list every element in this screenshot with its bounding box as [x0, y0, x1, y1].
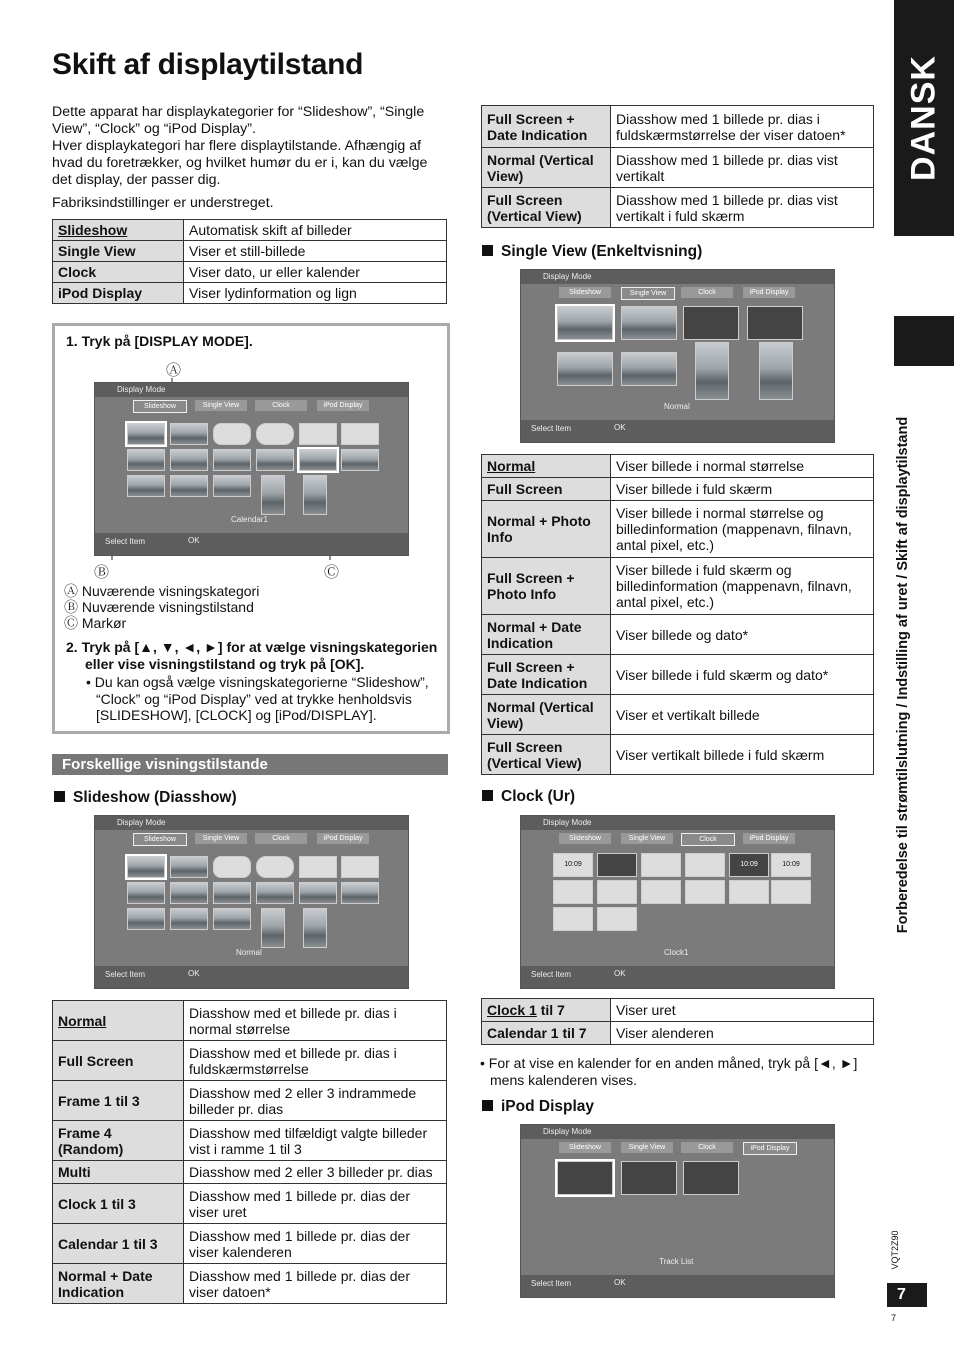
thumbnail[interactable]: [695, 342, 729, 400]
table-key: Multi: [53, 1161, 184, 1184]
clock-thumbnail[interactable]: [685, 853, 725, 877]
table-row: [53, 1121, 447, 1161]
thumbnail[interactable]: [299, 856, 337, 878]
tab-ipod-display[interactable]: iPod Display: [743, 833, 795, 844]
thumbnail[interactable]: [170, 423, 208, 445]
tab-clock[interactable]: Clock: [681, 833, 735, 846]
thumbnail[interactable]: [213, 908, 251, 930]
display-mode-screen-clock: [520, 815, 835, 989]
tab-slideshow[interactable]: Slideshow: [133, 400, 187, 413]
tab-slideshow[interactable]: Slideshow: [133, 833, 187, 846]
table-value: Viser billede i fuld skærm: [611, 478, 874, 501]
ok-label: OK: [614, 423, 626, 432]
table-value: Viser billede i normal størrelse: [611, 455, 874, 478]
tab-single-view[interactable]: Single View: [621, 1142, 673, 1153]
slideshow-table: [52, 1000, 447, 1304]
display-mode-screen-single: [520, 269, 835, 443]
tab-clock[interactable]: Clock: [681, 287, 733, 298]
calendar-thumbnail[interactable]: [553, 907, 593, 931]
legend-b: Ⓑ Nuværende visningstilstand: [64, 599, 254, 615]
table-key: Full Screen: [53, 1041, 184, 1081]
tab-clock[interactable]: Clock: [255, 400, 307, 411]
thumbnail[interactable]: [170, 449, 208, 471]
ipod-thumbnail[interactable]: [683, 1161, 739, 1195]
clock-thumbnail[interactable]: 10:09: [553, 853, 593, 877]
clock-thumbnail[interactable]: [597, 853, 637, 877]
thumbnail[interactable]: [256, 882, 294, 904]
thumbnail[interactable]: [557, 352, 613, 386]
thumbnail[interactable]: [256, 423, 294, 445]
callout-a: Ⓐ: [166, 362, 182, 379]
table-row: [53, 220, 447, 241]
thumbnail[interactable]: [299, 882, 337, 904]
callout-b: Ⓑ: [94, 564, 110, 581]
select-item-label: Select Item: [531, 424, 572, 433]
table-value: Diasshow med 1 billede pr. dias der viser datoen*: [184, 1264, 447, 1304]
clock-note: • For at vise en kalender for en anden måned, tryk på [◄, ►] mens kalenderen vises.: [480, 1055, 858, 1088]
thumbnail[interactable]: [621, 352, 677, 386]
thumbnail[interactable]: [127, 475, 165, 497]
thumbnail[interactable]: [621, 306, 677, 340]
table-key: Calendar 1 til 7: [482, 1022, 611, 1045]
table-key-rest: til 7: [536, 1002, 565, 1018]
table-value: Viser et vertikalt billede: [611, 695, 874, 735]
thumbnail[interactable]: [213, 856, 251, 878]
screen-mode-label: Clock1: [664, 948, 689, 957]
table-value: Diasshow med 2 eller 3 billeder pr. dias: [184, 1161, 447, 1184]
intro-paragraph-1: Dette apparat har displaykategorier for “Slideshow”, “Single View”, “Clock” og “iPod Display”.: [52, 104, 425, 137]
page-number: 7: [887, 1283, 927, 1307]
table-row: [482, 188, 874, 228]
display-mode-screen-ipod: [520, 1124, 835, 1298]
screen-mode-label: Normal: [664, 402, 690, 411]
thumbnail[interactable]: [213, 423, 251, 445]
tab-single-view[interactable]: Single View: [621, 287, 675, 300]
legend-a: Ⓐ Nuværende visningskategori: [64, 583, 260, 599]
table-value: Viser billede i normal størrelse og billedinformation (mappenavn, filnavn, antal pixel, etc.): [611, 501, 874, 558]
select-item-label: Select Item: [105, 537, 146, 546]
tab-ipod-display[interactable]: iPod Display: [743, 287, 795, 298]
category-table: [52, 219, 447, 304]
callout-c: Ⓒ: [324, 564, 340, 581]
clock-thumbnail[interactable]: 10:09: [771, 853, 811, 877]
ipod-thumbnail[interactable]: [557, 1161, 613, 1195]
side-block: [894, 316, 954, 366]
calendar-thumbnail[interactable]: [553, 880, 593, 904]
heading-single-view-text: Single View (Enkeltvisning): [501, 243, 703, 260]
table-row: [53, 1264, 447, 1304]
table-value: Diasshow med et billede pr. dias i fuldskærmstørrelse: [184, 1041, 447, 1081]
select-item-label: Select Item: [105, 970, 146, 979]
tab-slideshow[interactable]: Slideshow: [559, 1142, 611, 1153]
ok-label: OK: [188, 536, 200, 545]
tab-clock[interactable]: Clock: [255, 833, 307, 844]
thumbnail[interactable]: [341, 856, 379, 878]
intro-paragraph-2: Hver displaykategori har flere displaytilstande. Afhængig af hvad du foretrækker, og hvilket humør du er i, kan du vælge det display, der passer dig.: [52, 138, 428, 188]
table-key: Full Screen + Date Indication: [482, 655, 611, 695]
thumbnail[interactable]: [256, 449, 294, 471]
screen-footer: [95, 533, 408, 555]
table-row: [482, 148, 874, 188]
table-row: [53, 1041, 447, 1081]
screen-header: Display Mode: [95, 383, 408, 397]
thumbnail[interactable]: [303, 475, 327, 515]
table-value: Diasshow med 2 eller 3 indrammede billeder pr. dias: [184, 1081, 447, 1121]
heading-clock: [482, 788, 575, 806]
display-mode-screen-slideshow: [94, 815, 409, 989]
slideshow-table-continued: [481, 105, 874, 228]
thumbnail[interactable]: [127, 449, 165, 471]
table-row: [482, 106, 874, 148]
calendar-thumbnail[interactable]: [597, 880, 637, 904]
thumbnail[interactable]: [557, 306, 613, 340]
table-value: Diasshow med 1 billede pr. dias vist vertikalt i fuld skærm: [611, 188, 874, 228]
table-value: Viser dato, ur eller kalender: [184, 262, 447, 283]
table-key: Slideshow: [53, 220, 184, 241]
clock-thumbnail[interactable]: [641, 853, 681, 877]
table-key: Calendar 1 til 3: [53, 1224, 184, 1264]
table-key: Normal: [482, 455, 611, 478]
thumbnail[interactable]: [127, 908, 165, 930]
page-title: Skift af displaytilstand: [52, 48, 364, 81]
table-row: [482, 999, 874, 1022]
thumbnail[interactable]: [683, 306, 739, 340]
table-value: Diasshow med tilfældigt valgte billeder vist i ramme 1 til 3: [184, 1121, 447, 1161]
thumbnail[interactable]: [213, 882, 251, 904]
screen-header: Display Mode: [521, 270, 834, 284]
table-key: Normal + Date Indication: [53, 1264, 184, 1304]
page-number-small: 7: [891, 1313, 897, 1323]
section-heading: Forskellige visningstilstande: [52, 754, 448, 775]
screen-mode-label: Normal: [236, 948, 262, 957]
language-label: DANSK: [904, 55, 943, 181]
table-key: Normal + Photo Info: [482, 501, 611, 558]
screen-mode-label: Calendar1: [231, 515, 268, 524]
ipod-thumbnail[interactable]: [621, 1161, 677, 1195]
thumbnail[interactable]: [127, 423, 165, 445]
thumbnail[interactable]: [299, 423, 337, 445]
table-row: [482, 615, 874, 655]
table-row: [482, 455, 874, 478]
thumbnail[interactable]: [127, 856, 165, 878]
tab-clock[interactable]: Clock: [681, 1142, 733, 1153]
tab-single-view[interactable]: Single View: [195, 400, 247, 411]
table-row: [482, 735, 874, 775]
table-key-underlined: Clock 1: [487, 1002, 537, 1018]
thumbnail[interactable]: [170, 908, 208, 930]
table-key: [482, 999, 611, 1022]
square-bullet-icon: [482, 245, 493, 256]
table-value: Viser billede i fuld skærm og billedinformation (mappenavn, filnavn, antal pixel, etc.): [611, 558, 874, 615]
step-1: 1. Tryk på [DISPLAY MODE].: [66, 333, 253, 349]
table-key: Full Screen + Photo Info: [482, 558, 611, 615]
table-value: Viser et still-billede: [184, 241, 447, 262]
thumbnail[interactable]: [256, 856, 294, 878]
display-mode-screen-step: [94, 382, 409, 556]
table-row: [53, 241, 447, 262]
table-value: Diasshow med 1 billede pr. dias der viser kalenderen: [184, 1224, 447, 1264]
table-key: Full Screen (Vertical View): [482, 188, 611, 228]
table-row: [482, 655, 874, 695]
heading-ipod: [482, 1098, 594, 1116]
table-key: Clock: [53, 262, 184, 283]
square-bullet-icon: [482, 790, 493, 801]
tab-slideshow[interactable]: Slideshow: [559, 833, 611, 844]
table-value: Viser vertikalt billede i fuld skærm: [611, 735, 874, 775]
table-row: [53, 1081, 447, 1121]
thumbnail[interactable]: [341, 882, 379, 904]
select-item-label: Select Item: [531, 970, 572, 979]
table-row: [53, 262, 447, 283]
thumbnail[interactable]: [303, 908, 327, 948]
language-tab: [894, 0, 954, 236]
table-value: Viser alenderen: [611, 1022, 874, 1045]
tab-ipod-display[interactable]: iPod Display: [317, 833, 369, 844]
screen-footer: [521, 1275, 834, 1297]
thumbnail[interactable]: [170, 475, 208, 497]
heading-clock-text: Clock (Ur): [501, 788, 576, 805]
table-key: Single View: [53, 241, 184, 262]
table-value: Diasshow med 1 billede pr. dias i fuldskærmstørrelse der viser datoen*: [611, 106, 874, 148]
thumbnail[interactable]: [759, 342, 793, 400]
heading-slideshow: [54, 789, 237, 807]
tab-ipod-display[interactable]: iPod Display: [743, 1142, 797, 1155]
tab-slideshow[interactable]: Slideshow: [559, 287, 611, 298]
thumbnail[interactable]: [213, 449, 251, 471]
screen-footer: [95, 966, 408, 988]
document-code: VQT2Z90: [890, 1230, 900, 1270]
step-2: 2. Tryk på [▲, ▼, ◄, ►] for at vælge visningskategorien eller vise visningstilstand og tryk på [OK].: [66, 639, 438, 672]
table-row: [482, 695, 874, 735]
table-key: Normal (Vertical View): [482, 148, 611, 188]
screen-header: Display Mode: [521, 1125, 834, 1139]
thumbnail-cursor[interactable]: [299, 449, 337, 471]
square-bullet-icon: [482, 1100, 493, 1111]
ok-label: OK: [614, 1278, 626, 1287]
table-row: [53, 1224, 447, 1264]
thumbnail[interactable]: [747, 306, 803, 340]
calendar-thumbnail[interactable]: [685, 880, 725, 904]
thumbnail[interactable]: [341, 423, 379, 445]
heading-slideshow-text: Slideshow (Diasshow): [73, 789, 237, 806]
ok-label: OK: [188, 969, 200, 978]
screen-mode-label: Track List: [659, 1257, 694, 1266]
table-key: Normal (Vertical View): [482, 695, 611, 735]
tab-single-view[interactable]: Single View: [195, 833, 247, 844]
table-key: Full Screen (Vertical View): [482, 735, 611, 775]
calendar-thumbnail[interactable]: [771, 880, 811, 904]
table-key: iPod Display: [53, 283, 184, 304]
calendar-thumbnail[interactable]: [597, 907, 637, 931]
table-key: Clock 1 til 3: [53, 1184, 184, 1224]
table-value: Diasshow med 1 billede pr. dias der viser uret: [184, 1184, 447, 1224]
table-key: Full Screen: [482, 478, 611, 501]
legend-c: Ⓒ Markør: [64, 615, 127, 631]
table-key: Normal + Date Indication: [482, 615, 611, 655]
table-value: Viser billede og dato*: [611, 615, 874, 655]
table-value: Diasshow med et billede pr. dias i normal størrelse: [184, 1001, 447, 1041]
table-row: [482, 1022, 874, 1045]
table-row: [53, 1184, 447, 1224]
thumbnail[interactable]: [170, 856, 208, 878]
calendar-thumbnail[interactable]: [729, 880, 769, 904]
clock-table: [481, 998, 874, 1045]
calendar-thumbnail[interactable]: [641, 880, 681, 904]
side-section-text: Forberedelse til strømtilslutning / Indstilling af uret / Skift af displaytilstand: [895, 416, 911, 934]
select-item-label: Select Item: [531, 1279, 572, 1288]
table-row: [53, 1001, 447, 1041]
table-key: Frame 4 (Random): [53, 1121, 184, 1161]
intro-paragraph-3: Fabriksindstillinger er understreget.: [52, 195, 274, 211]
table-key: Normal: [53, 1001, 184, 1041]
table-value: Viser uret: [611, 999, 874, 1022]
heading-single-view: [482, 243, 702, 261]
table-row: [53, 283, 447, 304]
table-row: [53, 1161, 447, 1184]
table-value: Diasshow med 1 billede pr. dias vist vertikalt: [611, 148, 874, 188]
step-2-note: • Du kan også vælge visningskategorierne “Slideshow”, “Clock” og “iPod Display” ved at trykke henholdsvis [SLIDESHOW], [CLOCK] og [iPod/DISPLAY].: [86, 674, 429, 723]
thumbnail[interactable]: [261, 475, 285, 515]
tab-single-view[interactable]: Single View: [621, 833, 673, 844]
clock-thumbnail[interactable]: 10:09: [729, 853, 769, 877]
table-row: [482, 558, 874, 615]
square-bullet-icon: [54, 791, 65, 802]
table-key: Full Screen + Date Indication: [482, 106, 611, 148]
table-value: Automatisk skift af billeder: [184, 220, 447, 241]
table-key: Frame 1 til 3: [53, 1081, 184, 1121]
table-value: Viser billede i fuld skærm og dato*: [611, 655, 874, 695]
table-value: Viser lydinformation og lign: [184, 283, 447, 304]
single-view-table: [481, 454, 874, 775]
table-row: [482, 478, 874, 501]
ok-label: OK: [614, 969, 626, 978]
thumbnail[interactable]: [213, 475, 251, 497]
tab-ipod-display[interactable]: iPod Display: [317, 400, 369, 411]
screen-header: Display Mode: [521, 816, 834, 830]
table-row: [482, 501, 874, 558]
thumbnail[interactable]: [261, 908, 285, 948]
thumbnail[interactable]: [170, 882, 208, 904]
heading-ipod-text: iPod Display: [501, 1098, 595, 1115]
thumbnail[interactable]: [127, 882, 165, 904]
thumbnail[interactable]: [341, 449, 379, 471]
screen-header: Display Mode: [95, 816, 408, 830]
screen-footer: [521, 966, 834, 988]
screen-footer: [521, 420, 834, 442]
